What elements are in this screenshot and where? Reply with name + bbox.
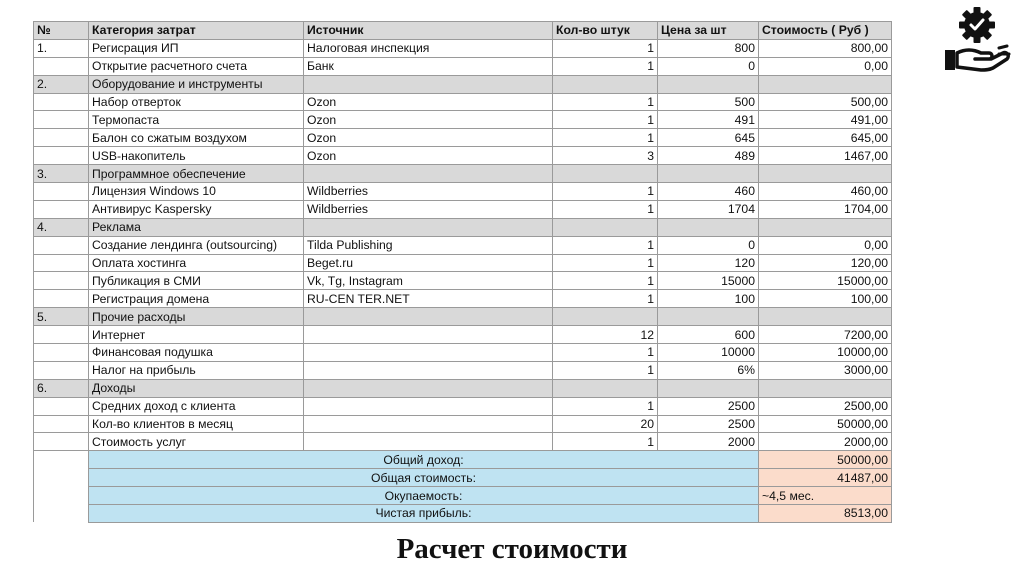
- cell-source: Vk, Tg, Instagram: [304, 272, 553, 290]
- cell-category: Набор отверток: [89, 93, 304, 111]
- cell-category: Программное обеспечение: [89, 165, 304, 183]
- cell-cost: 2500,00: [759, 397, 892, 415]
- section-row: [34, 218, 892, 236]
- table-row: [34, 39, 892, 57]
- cell-unit-price: 2500: [658, 415, 759, 433]
- table-row: [34, 361, 892, 379]
- cell-cost: 460,00: [759, 183, 892, 201]
- table-row: [34, 147, 892, 165]
- cell-category: Оборудование и инструменты: [89, 75, 304, 93]
- cell-unit-price: [658, 308, 759, 326]
- cell-category: Средних доход с клиента: [89, 397, 304, 415]
- summary-row: [34, 487, 892, 505]
- cell-number: [34, 200, 89, 218]
- cell-quantity: 1: [553, 272, 658, 290]
- cell-quantity: 1: [553, 290, 658, 308]
- cell-quantity: 1: [553, 397, 658, 415]
- cell-unit-price: [658, 379, 759, 397]
- table-row: [34, 326, 892, 344]
- cell-cost: 645,00: [759, 129, 892, 147]
- cell-quantity: 20: [553, 415, 658, 433]
- summary-blank-cell: [34, 451, 89, 469]
- cell-category: Балон со сжатым воздухом: [89, 129, 304, 147]
- cell-category: Антивирус Kaspersky: [89, 200, 304, 218]
- summary-row: [34, 469, 892, 487]
- table-row: [34, 254, 892, 272]
- summary-label: Окупаемость:: [89, 487, 759, 505]
- cell-unit-price: 600: [658, 326, 759, 344]
- table-row: [34, 415, 892, 433]
- cell-number: [34, 111, 89, 129]
- cell-quantity: 1: [553, 57, 658, 75]
- table-row: [34, 57, 892, 75]
- cell-category: Стоимость услуг: [89, 433, 304, 451]
- cell-unit-price: 10000: [658, 344, 759, 362]
- cell-number: [34, 147, 89, 165]
- cell-source: RU-CEN TER.NET: [304, 290, 553, 308]
- cell-quantity: [553, 75, 658, 93]
- cell-source: Ozon: [304, 111, 553, 129]
- cell-category: Открытие расчетного счета: [89, 57, 304, 75]
- cell-number: 1.: [34, 39, 89, 57]
- summary-label: Общий доход:: [89, 451, 759, 469]
- cell-quantity: 1: [553, 254, 658, 272]
- cell-unit-price: 120: [658, 254, 759, 272]
- cell-source: Банк: [304, 57, 553, 75]
- cell-source: [304, 433, 553, 451]
- table-row: [34, 93, 892, 111]
- cell-number: [34, 183, 89, 201]
- cell-category: Интернет: [89, 326, 304, 344]
- cell-category: Финансовая подушка: [89, 344, 304, 362]
- cell-unit-price: 460: [658, 183, 759, 201]
- cell-number: [34, 433, 89, 451]
- cell-number: [34, 361, 89, 379]
- table-row: [34, 183, 892, 201]
- cell-cost: 100,00: [759, 290, 892, 308]
- cell-unit-price: 489: [658, 147, 759, 165]
- cell-cost: 1704,00: [759, 200, 892, 218]
- table-row: [34, 272, 892, 290]
- cell-cost: [759, 165, 892, 183]
- cell-category: Реклама: [89, 218, 304, 236]
- cell-unit-price: 645: [658, 129, 759, 147]
- cell-number: 6.: [34, 379, 89, 397]
- cell-cost: 15000,00: [759, 272, 892, 290]
- cell-source: [304, 75, 553, 93]
- summary-blank-cell: [34, 469, 89, 487]
- cell-cost: 3000,00: [759, 361, 892, 379]
- cell-number: [34, 326, 89, 344]
- cell-cost: 800,00: [759, 39, 892, 57]
- cell-quantity: 1: [553, 236, 658, 254]
- cell-number: [34, 236, 89, 254]
- cell-quantity: [553, 308, 658, 326]
- header-category: Категория затрат: [89, 22, 304, 40]
- summary-label: Чистая прибыль:: [89, 505, 759, 523]
- cell-source: [304, 379, 553, 397]
- section-row: [34, 75, 892, 93]
- cell-cost: 491,00: [759, 111, 892, 129]
- cell-unit-price: [658, 218, 759, 236]
- cell-cost: [759, 218, 892, 236]
- cell-quantity: 1: [553, 183, 658, 201]
- cell-cost: 7200,00: [759, 326, 892, 344]
- cell-unit-price: 491: [658, 111, 759, 129]
- header-source: Источник: [304, 22, 553, 40]
- summary-label: Общая стоимость:: [89, 469, 759, 487]
- cell-quantity: 3: [553, 147, 658, 165]
- cell-number: 2.: [34, 75, 89, 93]
- cell-category: Лицензия Windows 10: [89, 183, 304, 201]
- cell-number: 4.: [34, 218, 89, 236]
- slide-caption: Расчет стоимости: [396, 533, 628, 565]
- cell-cost: [759, 75, 892, 93]
- cell-source: Wildberries: [304, 183, 553, 201]
- cell-unit-price: 500: [658, 93, 759, 111]
- table-row: [34, 344, 892, 362]
- cell-number: [34, 254, 89, 272]
- cell-source: Ozon: [304, 147, 553, 165]
- cell-quantity: 12: [553, 326, 658, 344]
- cell-cost: 50000,00: [759, 415, 892, 433]
- cell-category: Публикация в СМИ: [89, 272, 304, 290]
- table-row: [34, 433, 892, 451]
- summary-blank-cell: [34, 505, 89, 523]
- cell-number: [34, 272, 89, 290]
- table-row: [34, 290, 892, 308]
- table-row: [34, 129, 892, 147]
- cell-number: [34, 344, 89, 362]
- cell-source: Ozon: [304, 129, 553, 147]
- header-row: [34, 22, 892, 40]
- cell-cost: [759, 379, 892, 397]
- cell-quantity: 1: [553, 433, 658, 451]
- cell-cost: [759, 308, 892, 326]
- cell-quantity: [553, 379, 658, 397]
- cell-unit-price: [658, 75, 759, 93]
- cell-unit-price: 1704: [658, 200, 759, 218]
- section-row: [34, 308, 892, 326]
- cell-source: [304, 165, 553, 183]
- cell-number: 5.: [34, 308, 89, 326]
- cell-cost: 10000,00: [759, 344, 892, 362]
- cell-number: [34, 129, 89, 147]
- cell-category: Прочие расходы: [89, 308, 304, 326]
- cell-quantity: 1: [553, 93, 658, 111]
- cell-category: Доходы: [89, 379, 304, 397]
- cell-unit-price: [658, 165, 759, 183]
- cell-cost: 1467,00: [759, 147, 892, 165]
- cell-number: 3.: [34, 165, 89, 183]
- cell-unit-price: 2000: [658, 433, 759, 451]
- summary-blank-cell: [34, 487, 89, 505]
- summary-value: 8513,00: [759, 505, 892, 523]
- cell-quantity: 1: [553, 200, 658, 218]
- cell-cost: 0,00: [759, 57, 892, 75]
- cost-table: [33, 21, 892, 523]
- cell-quantity: [553, 218, 658, 236]
- cell-number: [34, 290, 89, 308]
- cell-source: [304, 308, 553, 326]
- cell-unit-price: 100: [658, 290, 759, 308]
- table-row: [34, 236, 892, 254]
- cell-category: Термопаста: [89, 111, 304, 129]
- cell-unit-price: 6%: [658, 361, 759, 379]
- cell-cost: 120,00: [759, 254, 892, 272]
- cell-unit-price: 15000: [658, 272, 759, 290]
- cell-number: [34, 57, 89, 75]
- cell-source: [304, 397, 553, 415]
- cell-unit-price: 800: [658, 39, 759, 57]
- cell-cost: 500,00: [759, 93, 892, 111]
- section-row: [34, 379, 892, 397]
- cell-source: Beget.ru: [304, 254, 553, 272]
- header-number: №: [34, 22, 89, 40]
- cell-category: USB-накопитель: [89, 147, 304, 165]
- cell-source: [304, 344, 553, 362]
- table-row: [34, 111, 892, 129]
- cell-number: [34, 415, 89, 433]
- cell-category: Регисрация ИП: [89, 39, 304, 57]
- cell-quantity: 1: [553, 111, 658, 129]
- header-unit-price: Цена за шт: [658, 22, 759, 40]
- table-row: [34, 200, 892, 218]
- gear-on-hand-icon: [941, 4, 1013, 74]
- header-quantity: Кол-во штук: [553, 22, 658, 40]
- summary-row: [34, 505, 892, 523]
- cell-quantity: 1: [553, 39, 658, 57]
- cell-source: [304, 326, 553, 344]
- cell-unit-price: 2500: [658, 397, 759, 415]
- summary-value: ~4,5 мес.: [759, 487, 892, 505]
- cell-quantity: 1: [553, 344, 658, 362]
- cell-source: [304, 218, 553, 236]
- cell-cost: 2000,00: [759, 433, 892, 451]
- section-row: [34, 165, 892, 183]
- cell-source: Ozon: [304, 93, 553, 111]
- cell-source: [304, 415, 553, 433]
- cell-category: Регистрация домена: [89, 290, 304, 308]
- cell-number: [34, 93, 89, 111]
- summary-value: 50000,00: [759, 451, 892, 469]
- summary-value: 41487,00: [759, 469, 892, 487]
- cell-quantity: [553, 165, 658, 183]
- header-cost: Стоимость ( Руб ): [759, 22, 892, 40]
- cell-category: Налог на прибыль: [89, 361, 304, 379]
- cell-source: Wildberries: [304, 200, 553, 218]
- cell-cost: 0,00: [759, 236, 892, 254]
- cell-unit-price: 0: [658, 236, 759, 254]
- cell-quantity: 1: [553, 361, 658, 379]
- cell-quantity: 1: [553, 129, 658, 147]
- table-row: [34, 397, 892, 415]
- cell-category: Кол-во клиентов в месяц: [89, 415, 304, 433]
- cell-number: [34, 397, 89, 415]
- cell-category: Оплата хостинга: [89, 254, 304, 272]
- cell-unit-price: 0: [658, 57, 759, 75]
- cell-source: [304, 361, 553, 379]
- cell-category: Создание лендинга (outsourcing): [89, 236, 304, 254]
- cell-source: Tilda Publishing: [304, 236, 553, 254]
- summary-row: [34, 451, 892, 469]
- cell-source: Налоговая инспекция: [304, 39, 553, 57]
